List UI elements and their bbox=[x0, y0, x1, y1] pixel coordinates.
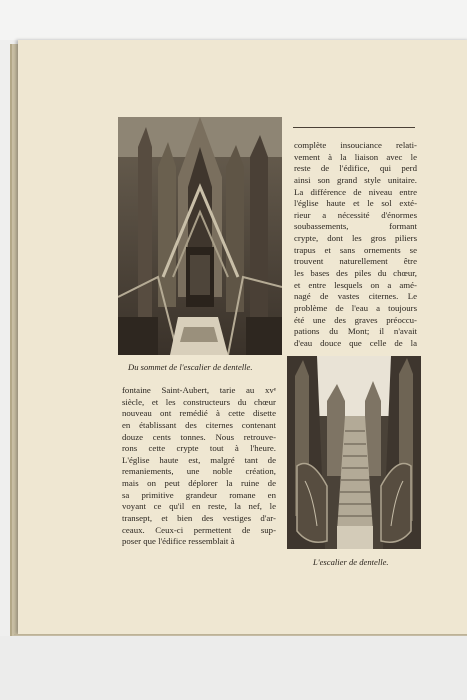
text-line: mais on peut déplorer la ruine de bbox=[122, 478, 276, 489]
text-line: poser que l'édifice ressemblait à bbox=[122, 536, 235, 547]
text-line: en établissant des citernes contenant bbox=[122, 419, 276, 430]
text-line: l'église haute et le sol exté- bbox=[294, 198, 417, 209]
text-line: trouvent naturellement être bbox=[294, 256, 417, 267]
text-line: nouveau ont remédié à cette disette bbox=[122, 408, 276, 419]
background-bottom bbox=[0, 636, 467, 700]
caption-top-photo: Du sommet de l'escalier de dentelle. bbox=[128, 362, 253, 372]
text-line: soubassements, formant bbox=[294, 221, 417, 232]
left-column-text bbox=[122, 385, 276, 548]
text-line: vement à la liaison avec le bbox=[294, 151, 417, 162]
text-line: sa primitive grandeur romane en bbox=[122, 489, 276, 500]
text-line: d'eau douce que celle de la bbox=[294, 337, 417, 348]
caption-bottom-photo: L'escalier de dentelle. bbox=[313, 557, 389, 567]
right-column-text bbox=[294, 140, 417, 350]
text-line: remaniements, une noble création, bbox=[122, 466, 276, 477]
text-line: problème de l'eau a toujours bbox=[294, 302, 417, 313]
text-line: crypte, dont les gros piliers bbox=[294, 233, 417, 244]
text-line: nagé de vastes citernes. Le bbox=[294, 291, 417, 302]
photo-lace-staircase-image bbox=[287, 356, 421, 549]
text-line: rons cette crypte tout à l'heure. bbox=[122, 443, 276, 454]
text-line: les bases des piles du chœur, bbox=[294, 268, 417, 279]
text-line: rieur a nécessité d'énormes bbox=[294, 209, 417, 220]
text-line: complète insouciance relati- bbox=[294, 140, 417, 150]
text-line: ainsi son grand style unitaire. bbox=[294, 174, 417, 185]
text-top-rule bbox=[293, 127, 415, 128]
photo-staircase-top-view bbox=[118, 117, 282, 355]
text-line: La différence de niveau entre bbox=[294, 186, 417, 197]
text-line: trapus et sans ornements se bbox=[294, 244, 417, 255]
text-line: voyant ce qu'il en reste, la nef, le bbox=[122, 501, 276, 512]
text-line: fontaine Saint-Aubert, tarie au xvᵉ bbox=[122, 385, 276, 395]
text-line: transept, et bien des vestiges d'ar- bbox=[122, 513, 276, 524]
text-line: ceaux. Ceux-ci permettent de sup- bbox=[122, 524, 276, 535]
text-line: été une des graves préoccu- bbox=[294, 314, 417, 325]
text-line: pations du Mont; il n'avait bbox=[294, 326, 417, 337]
text-line: siècle, et les constructeurs du chœur bbox=[122, 396, 276, 407]
text-line: et entre lesquels on a amé- bbox=[294, 279, 417, 290]
photo-lace-staircase bbox=[287, 356, 421, 549]
text-line: douze cents tonnes. Nous retrouve- bbox=[122, 431, 276, 442]
photo-staircase-top-view-image bbox=[118, 117, 282, 355]
text-line: L'église haute est, malgré tant de bbox=[122, 454, 276, 465]
text-line: reste de l'édifice, qui perd bbox=[294, 163, 417, 174]
background-top bbox=[0, 0, 467, 40]
